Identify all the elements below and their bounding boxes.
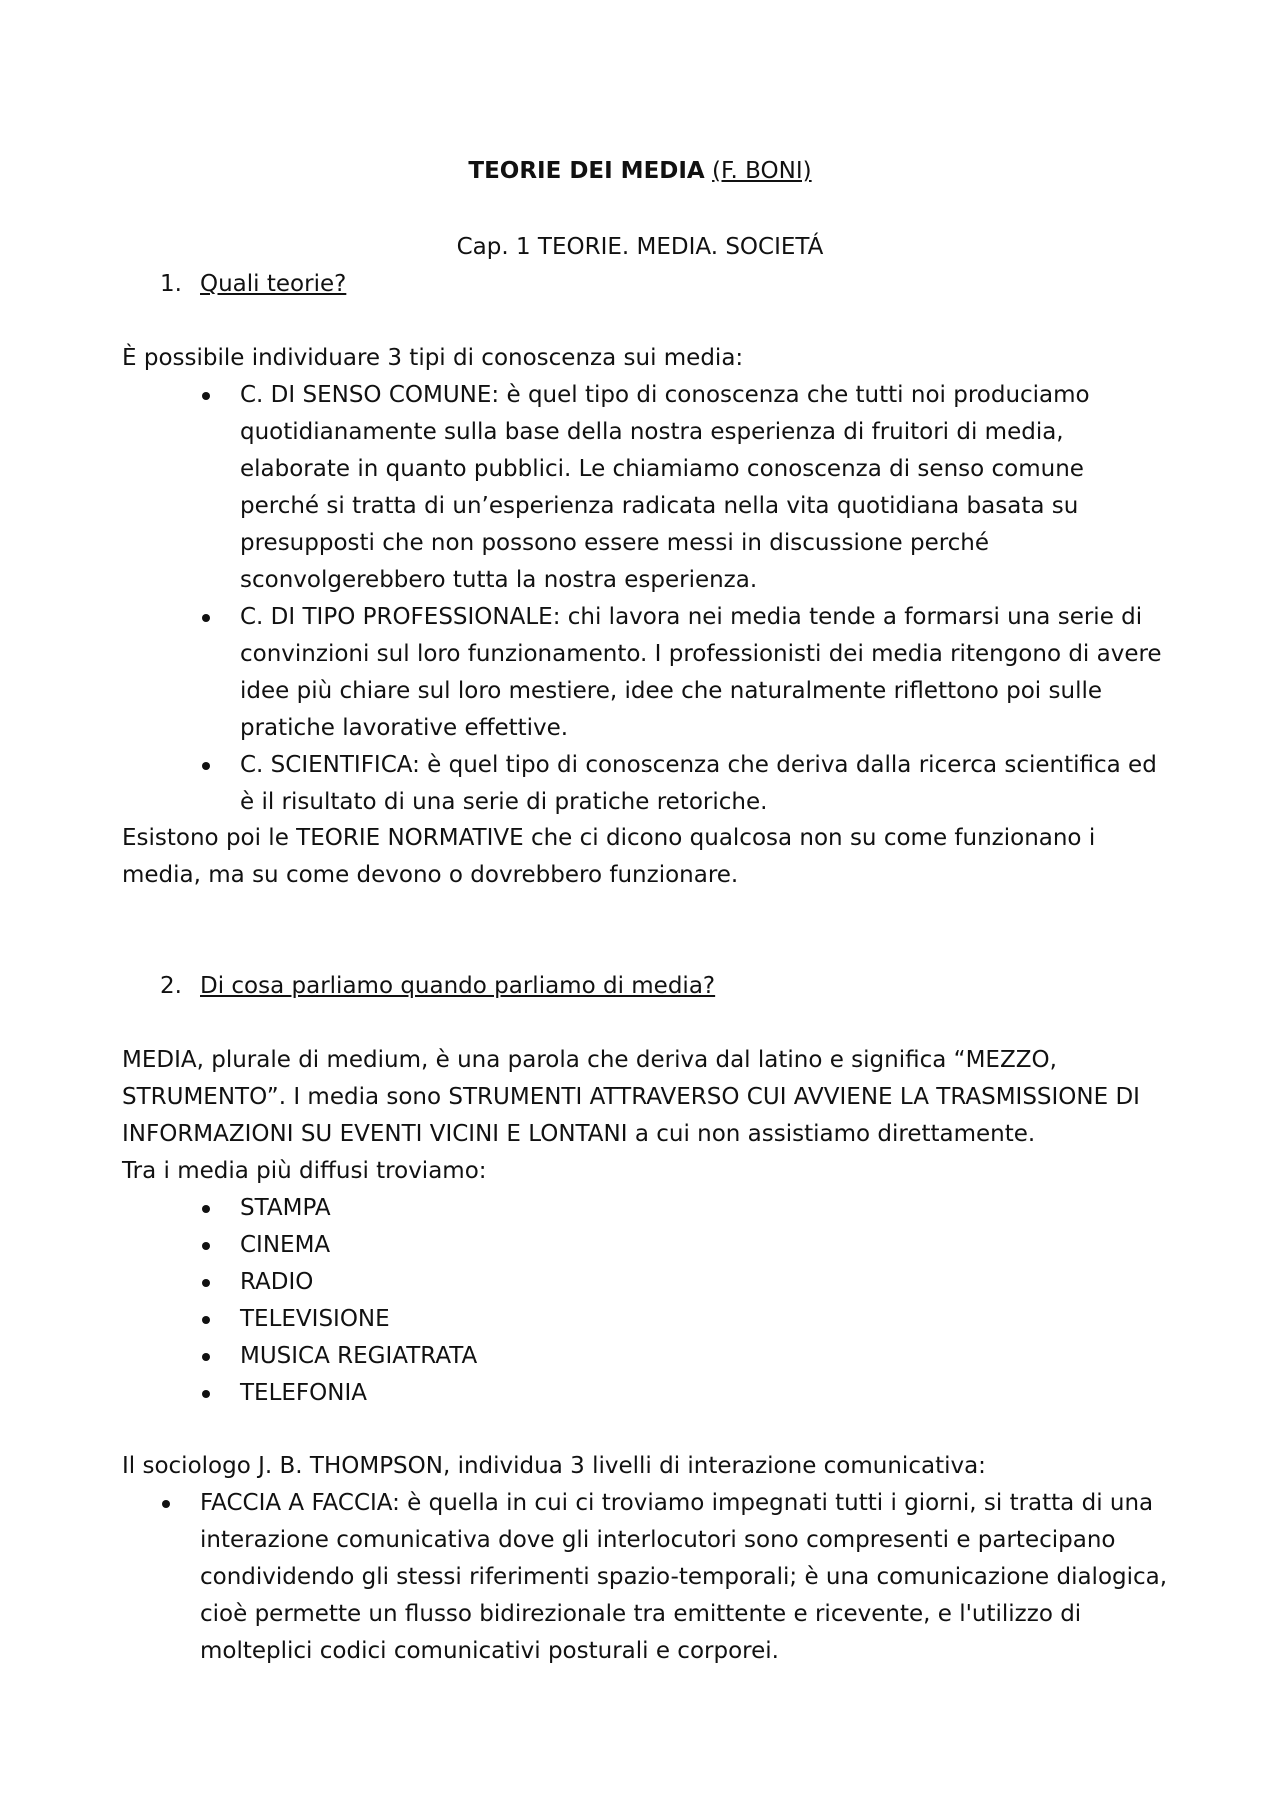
- list-item-text: FACCIA A FACCIA: è quella in cui ci troviamo impegnati tutti i giorni, si tratta di una interazione comunicativa dove gli interlocutori sono compresenti e partecipano condividendo gli stessi riferimenti spazio-temporali; è una comunicazione dialogica, cioè permette un flusso bidirezionale tra emittente e ricevente, e l'utilizzo di molteplici codici comunicativi posturali e corporei.: [200, 1490, 1168, 1664]
- media-definition: MEDIA, plurale di medium, è una parola che deriva dal latino e significa “MEZZO, STRUMENTO”. I media sono STRUMENTI ATTRAVERSO CUI AVVIENE LA TRASMISSIONE DI INFORMAZIONI SU EVENTI VICINI E LONTANI a cui non assistiamo direttamente.: [122, 1047, 1140, 1147]
- media-list-intro: Tra i media più diffusi troviamo:: [122, 1158, 487, 1184]
- bullet-icon: [202, 1242, 210, 1250]
- section-1-number: 1.: [160, 271, 182, 297]
- bullet-icon: [202, 1390, 210, 1398]
- list-item: [240, 747, 1170, 821]
- bullet-icon: [162, 1500, 170, 1508]
- bullet-icon: [202, 1205, 210, 1213]
- bullet-icon: [202, 1316, 210, 1324]
- section-1-heading: [160, 266, 346, 303]
- section-1-intro: È possibile individuare 3 tipi di conoscenza sui media:: [122, 345, 744, 371]
- title-author: (F. BONI): [712, 158, 812, 184]
- list-item: [240, 1301, 1170, 1338]
- media-list: [240, 1190, 1170, 1412]
- list-item: [240, 1190, 1170, 1227]
- section-2-title: Di cosa parliamo quando parliamo di media?: [200, 973, 716, 999]
- list-item-text: TELEVISIONE: [240, 1306, 390, 1332]
- list-item-text: C. DI TIPO PROFESSIONALE: chi lavora nei media tende a formarsi una serie di convinzioni sul loro funzionamento. I professionisti dei media ritengono di avere idee più chiare sul loro mestiere, idee che naturalmente riflettono poi sulle pratiche lavorative effettive.: [240, 604, 1162, 741]
- chapter-heading: Cap. 1 TEORIE. MEDIA. SOCIETÁ: [456, 234, 824, 260]
- document-title: [0, 153, 1280, 190]
- bullet-icon: [202, 762, 210, 770]
- section-1-outro: Esistono poi le TEORIE NORMATIVE che ci dicono qualcosa non su come funzionano i media, ma su come devono o dovrebbero funzionare.: [122, 825, 1096, 888]
- section-2-number: 2.: [160, 973, 182, 999]
- list-item: [240, 1338, 1170, 1375]
- section-2-heading: [160, 968, 715, 1005]
- thompson-intro: Il sociologo J. B. THOMPSON, individua 3 livelli di interazione comunicativa:: [122, 1453, 986, 1479]
- list-item: [240, 1375, 1170, 1412]
- list-item-text: C. DI SENSO COMUNE: è quel tipo di conoscenza che tutti noi produciamo quotidianamente sulla base della nostra esperienza di fruitori di media, elaborate in quanto pubblici. Le chiamiamo conoscenza di senso comune perché si tratta di un’esperienza radicata nella vita quotidiana basata su presupposti che non possono essere messi in discussione perché sconvolgerebbero tutta la nostra esperienza.: [240, 382, 1090, 593]
- list-item: [200, 1485, 1170, 1670]
- list-item: [240, 1264, 1170, 1301]
- list-item-text: CINEMA: [240, 1232, 331, 1258]
- bullet-icon: [202, 1279, 210, 1287]
- list-item: [240, 599, 1170, 747]
- interaction-levels-list: [200, 1485, 1170, 1670]
- bullet-icon: [202, 1353, 210, 1361]
- list-item: [240, 377, 1170, 599]
- list-item: [240, 1227, 1170, 1264]
- list-item-text: RADIO: [240, 1269, 314, 1295]
- bullet-icon: [202, 614, 210, 622]
- list-item-text: MUSICA REGIATRATA: [240, 1343, 478, 1369]
- knowledge-types-list: [240, 377, 1170, 821]
- list-item-text: C. SCIENTIFICA: è quel tipo di conoscenza che deriva dalla ricerca scientifica ed è il risultato di una serie di pratiche retoriche.: [240, 752, 1157, 815]
- bullet-icon: [202, 392, 210, 400]
- title-text: TEORIE DEI MEDIA: [468, 158, 705, 184]
- section-1-title: Quali teorie?: [200, 271, 347, 297]
- list-item-text: TELEFONIA: [240, 1380, 367, 1406]
- list-item-text: STAMPA: [240, 1195, 331, 1221]
